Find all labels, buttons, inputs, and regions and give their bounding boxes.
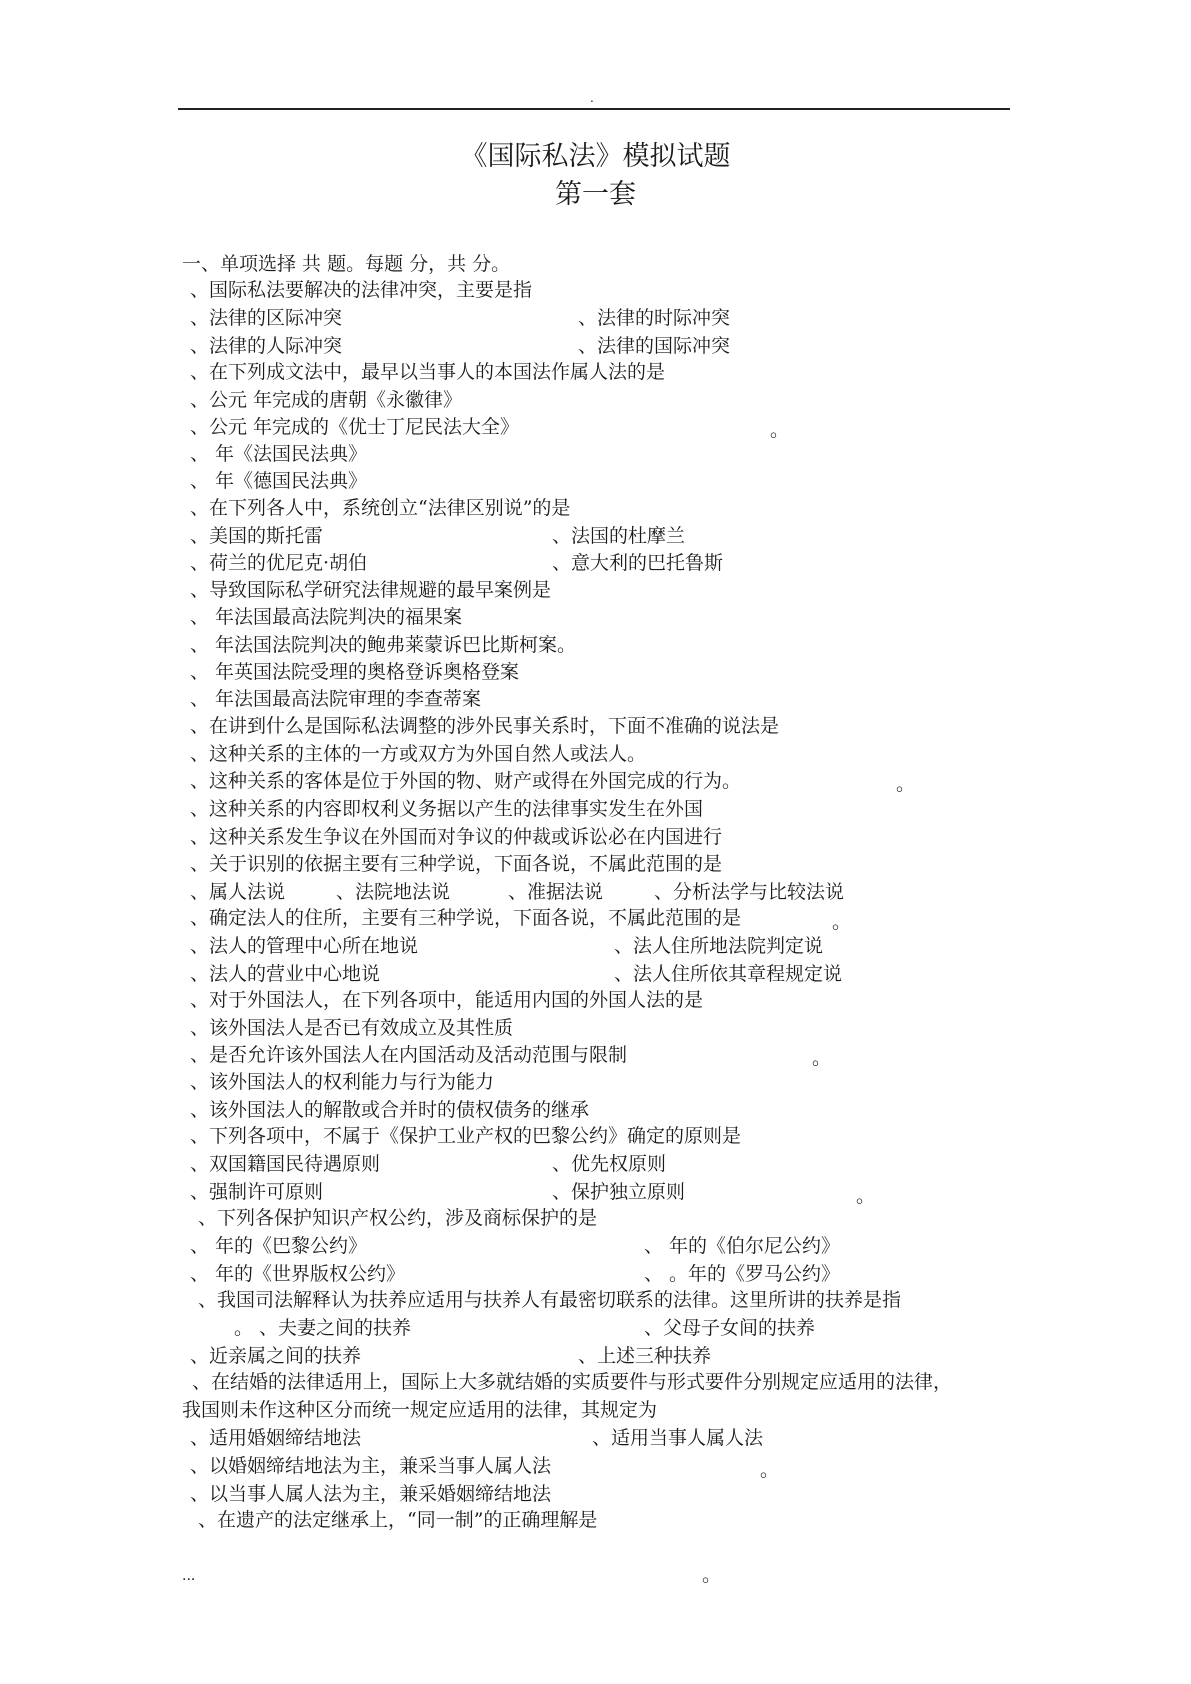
page-title: 《国际私法》模拟试题 bbox=[460, 141, 731, 172]
option-1d: 、法律的国际冲突 bbox=[578, 335, 731, 357]
option-10d: 、 。年的《罗马公约》 bbox=[644, 1263, 841, 1285]
option-3a: 、美国的斯托雷 bbox=[190, 525, 324, 547]
option-9d: 、保护独立原则 bbox=[552, 1181, 686, 1203]
header-rule bbox=[178, 108, 1010, 110]
option-2c: 、 年《法国民法典》 bbox=[190, 443, 368, 465]
stray-mark: 。 bbox=[812, 1047, 832, 1069]
question-1: 、国际私法要解决的法律冲突，主要是指 bbox=[190, 279, 533, 301]
option-11a: 。 、夫妻之间的扶养 bbox=[234, 1317, 412, 1339]
option-5b: 、这种关系的客体是位于外国的物、财产或得在外国完成的行为。 bbox=[190, 770, 742, 792]
option-9a: 、双国籍国民待遇原则 bbox=[190, 1153, 381, 1175]
option-12d: 、以当事人属人法为主，兼采婚姻缔结地法 bbox=[190, 1483, 552, 1505]
option-5c: 、这种关系的内容即权利义务据以产生的法律事实发生在外国 bbox=[190, 798, 704, 820]
option-3b: 、法国的杜摩兰 bbox=[552, 525, 686, 547]
option-8c: 、该外国法人的权利能力与行为能力 bbox=[190, 1071, 495, 1093]
option-2a: 、公元 年完成的唐朝《永徽律》 bbox=[190, 389, 463, 411]
option-7c: 、法人的营业中心地说 bbox=[190, 963, 381, 985]
footer-dots: ... bbox=[182, 1568, 196, 1584]
question-4: 、导致国际私学研究法律规避的最早案例是 bbox=[190, 579, 552, 601]
option-7a: 、法人的管理中心所在地说 bbox=[190, 935, 419, 957]
option-12c: 、以婚姻缔结地法为主，兼采当事人属人法 bbox=[190, 1455, 552, 1477]
question-5: 、在讲到什么是国际私法调整的涉外民事关系时，下面不准确的说法是 bbox=[190, 715, 780, 737]
stray-mark: 。 bbox=[770, 419, 790, 441]
option-3d: 、意大利的巴托鲁斯 bbox=[552, 552, 724, 574]
option-6a: 、属人法说 bbox=[190, 881, 286, 903]
option-2d: 、 年《德国民法典》 bbox=[190, 470, 368, 492]
option-8b: 、是否允许该外国法人在内国活动及活动范围与限制 bbox=[190, 1044, 628, 1066]
option-1c: 、法律的人际冲突 bbox=[190, 335, 343, 357]
option-1b: 、法律的时际冲突 bbox=[578, 307, 731, 329]
question-8: 、对于外国法人，在下列各项中，能适用内国的外国人法的是 bbox=[190, 989, 704, 1011]
question-6: 、关于识别的依据主要有三种学说，下面各说，不属此范围的是 bbox=[190, 853, 723, 875]
question-12: 、在结婚的法律适用上，国际上大多就结婚的实质要件与形式要件分别规定应适用的法律， bbox=[192, 1371, 953, 1393]
question-10: 、下列各保护知识产权公约，涉及商标保护的是 bbox=[198, 1207, 598, 1229]
question-13: 、在遗产的法定继承上，“同一制”的正确理解是 bbox=[198, 1509, 598, 1531]
question-9: 、下列各项中，不属于《保护工业产权的巴黎公约》确定的原则是 bbox=[190, 1125, 742, 1147]
question-2: 、在下列成文法中，最早以当事人的本国法作属人法的是 bbox=[190, 361, 666, 383]
option-12a: 、适用婚姻缔结地法 bbox=[190, 1427, 362, 1449]
option-12b: 、适用当事人属人法 bbox=[592, 1427, 764, 1449]
option-11c: 、近亲属之间的扶养 bbox=[190, 1345, 362, 1367]
option-4d: 、 年法国最高法院审理的李查蒂案 bbox=[190, 688, 482, 710]
stray-mark: 。 bbox=[760, 1459, 780, 1481]
option-9c: 、强制许可原则 bbox=[190, 1181, 324, 1203]
question-3: 、在下列各人中，系统创立“法律区别说”的是 bbox=[190, 497, 571, 519]
option-5a: 、这种关系的主体的一方或双方为外国自然人或法人。 bbox=[190, 743, 647, 765]
option-6d: 、分析法学与比较法说 bbox=[654, 881, 845, 903]
option-3c: 、荷兰的优尼克·胡伯 bbox=[190, 552, 368, 574]
option-10b: 、 年的《伯尔尼公约》 bbox=[644, 1235, 841, 1257]
question-12-cont: 我国则未作这种区分而统一规定应适用的法律，其规定为 bbox=[182, 1399, 658, 1421]
option-6c: 、准据法说 bbox=[508, 881, 604, 903]
option-11d: 、上述三种扶养 bbox=[578, 1345, 712, 1367]
option-5d: 、这种关系发生争议在外国而对争议的仲裁或诉讼必在内国进行 bbox=[190, 826, 723, 848]
question-7: 、确定法人的住所，主要有三种学说，下面各说，不属此范围的是 bbox=[190, 907, 742, 929]
option-10c: 、 年的《世界版权公约》 bbox=[190, 1263, 406, 1285]
option-10a: 、 年的《巴黎公约》 bbox=[190, 1235, 368, 1257]
stray-mark: 。 bbox=[856, 1185, 876, 1207]
option-4b: 、 年法国法院判决的鲍弗莱蒙诉巴比斯柯案。 bbox=[190, 634, 577, 656]
option-7d: 、法人住所依其章程规定说 bbox=[614, 963, 843, 985]
option-2b: 、公元 年完成的《优士丁尼民法大全》 bbox=[190, 416, 520, 438]
option-1a: 、法律的区际冲突 bbox=[190, 307, 343, 329]
question-11: 、我国司法解释认为扶养应适用与扶养人有最密切联系的法律。这里所讲的扶养是指 bbox=[198, 1289, 902, 1311]
header-dot: . bbox=[590, 91, 594, 105]
stray-mark: 。 bbox=[896, 773, 916, 795]
option-11b: 、父母子女间的扶养 bbox=[644, 1317, 816, 1339]
footer-mark: 。 bbox=[702, 1564, 722, 1586]
option-4a: 、 年法国最高法院判决的福果案 bbox=[190, 606, 463, 628]
option-9b: 、优先权原则 bbox=[552, 1153, 667, 1175]
option-4c: 、 年英国法院受理的奥格登诉奥格登案 bbox=[190, 661, 520, 683]
option-8d: 、该外国法人的解散或合并时的债权债务的继承 bbox=[190, 1099, 590, 1121]
option-6b: 、法院地法说 bbox=[336, 881, 451, 903]
stray-mark: 。 bbox=[832, 911, 852, 933]
option-7b: 、法人住所地法院判定说 bbox=[614, 935, 824, 957]
section-heading: 一、单项选择 共 题。每题 分，共 分。 bbox=[182, 253, 511, 275]
page-subtitle: 第一套 bbox=[555, 179, 636, 210]
option-8a: 、该外国法人是否已有效成立及其性质 bbox=[190, 1017, 514, 1039]
